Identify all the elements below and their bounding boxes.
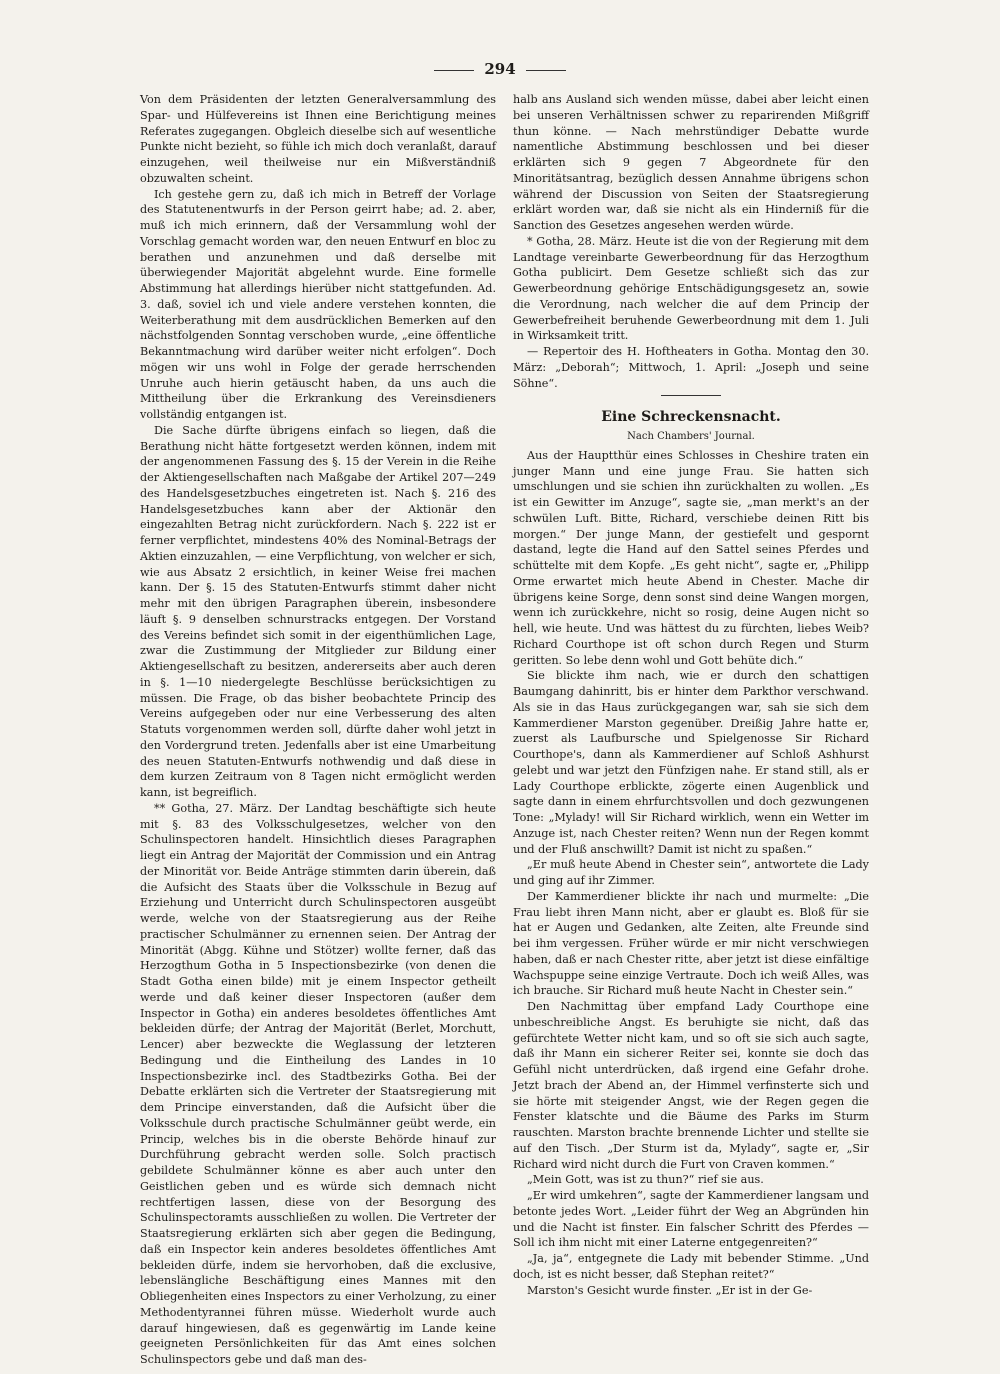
article-paragraph: Sie blickte ihm nach, wie er durch den schattigen Baumgang dahinritt, bis er hinter dem Parkthor verschwand. Als sie in das Haus zurückgegangen war, sah sie sich dem Kammerdiener Marston gegenüber. Dreißig Jahre hatte er, zuerst als Laufbursche und Spielgenosse Sir Richard Courthope's, dann als Kammerdiener auf Schloß Ashhurst gelebt und war jetzt den Fünfzigen nahe. Er stand still, als er Lady Courthope erblickte, zögerte einen Augenblick und sagte dann in einem ehrfurchtsvollen und doch gezwungenen Tone: „Mylady! will Sir Richard wirklich, wenn ein Wetter im Anzuge ist, nach Chester reiten? Wenn nun der Regen kommt und der Fluß anschwillt? Damit ist nicht zu spaßen.“ — [513, 669, 869, 856]
article-subtitle: Nach Chambers' Journal. — [627, 431, 755, 442]
article-paragraph: „Mein Gott, was ist zu thun?“ rief sie aus. — [527, 1173, 764, 1187]
left-column — [140, 92, 496, 1368]
paragraph-continuation: halb ans Ausland sich wenden müsse, dabei aber leicht einen bei unseren Verhältnissen schwer zu reparirenden Mißgriff thun könne. — Nach mehrstündiger Debatte wurde namentliche Abstimmung beschlossen und bei dieser erklärten sich 9 gegen 7 Abgeordnete für den Minoritätsantrag, bezüglich dessen Annahme übrigens schon während der Discussion von Seiten der Staatsregierung erklärt worden war, daß sie nicht als ein Hinderniß für die Sanction des Gesetzes angesehen werden würde. — [513, 93, 869, 232]
article-paragraph: Den Nachmittag über empfand Lady Courthope eine unbeschreibliche Angst. Es beruhigte sie nicht, daß das gefürchtete Wetter nicht kam, und so oft sie sich auch sagte, daß ihr Mann ein sicherer Reiter sei, konnte sie doch das Gefühl nicht unterdrücken, daß irgend eine Gefahr drohe. Jetzt brach der Abend an, der Himmel verfinsterte sich und sie hörte mit steigender Angst, wie der Regen gegen die Fenster klatschte und die Bäume des Parks im Sturm rauschten. Marston brachte brennende Lichter und stellte sie auf den Tisch. „Der Sturm ist da, Mylady“, sagte er, „Sir Richard wird nicht durch die Furt von Craven kommen.“ — [513, 1000, 869, 1171]
article-paragraph: Aus der Hauptthür eines Schlosses in Cheshire traten ein junger Mann und eine junge Frau. Sie hatten sich umschlungen und sie schien ihn zurückhalten zu wollen. „Es ist ein Gewitter im Anzuge“, sagte sie, „man merkt's an der schwülen Luft. Bitte, Richard, verschiebe deinen Ritt bis morgen.“ Der junge Mann, der gestiefelt und gespornt dastand, legte die Hand auf den Sattel seines Pferdes und schüttelte mit dem Kopfe. „Es geht nicht“, sagte er, „Philipp Orme erwartet mich heute Abend in Chester. Mache dir übrigens keine Sorge, denn sonst sind deine Wangen morgen, wenn ich zurückkehre, nicht so rosig, deine Augen nicht so hell, wie heute. Und was hättest du zu fürchten, liebes Weib? Richard Courthope ist oft schon durch Regen und Sturm geritten. So lebe denn wohl und Gott behüte dich.“ — [513, 448, 869, 667]
paragraph-gotha-landtag: ** Gotha, 27. März. Der Landtag beschäftigte sich heute mit §. 83 des Volksschulgesetzes, welcher von den Schulinspectoren handelt. Hinsichtlich dieses Paragraphen liegt ein Antrag der Majorität der Commission und ein Antrag der Minorität vor. Beide Anträge stimmten darin überein, daß die Aufsicht des Staats über die Volksschule in Bezug auf Erziehung und Unterricht durch Schulinspectoren ausgeübt werde, welche von der Staatsregierung aus der Reihe practischer Schulmänner zu ernennen seien. Der Antrag der Minorität (Abgg. Kühne und Stötzer) wollte ferner, daß das Herzogthum Gotha in 5 Inspectionsbezirke (von denen die Stadt Gotha einen bilde) mit je einem Inspector getheilt werde und daß keiner dieser Inspectoren (außer dem Inspector in Gotha) ein anderes besoldetes öffentliches Amt bekleiden dürfe; der Antrag der Majorität (Berlet, Morchutt, Lencer) aber bezweckte die Weglassung der letzteren Bedingung und die Eintheilung des Landes in 10 Inspectionsbezirke incl. des Stadtbezirks Gotha. Bei der Debatte erklärten sich die Vertreter der Staatsregierung mit dem Principe einverstanden, daß die Aufsicht über die Volksschule durch practische Schulmänner geübt werde, ein Princip, welches bis in die oberste Behörde hinauf zur Durchführung gebracht werden solle. Solch practisch gebildete Schulmänner könne es aber auch unter den Geistlichen geben und es würde sich demnach nicht rechtfertigen lassen, diese von der Besorgung des Schulinspectoramts ausschließen zu wollen. Die Vertreter der Staatsregierung erklärten sich aber gegen die Bedingung, daß ein Inspector kein anderes besoldetes öffentliches Amt bekleiden dürfe, indem sie hervorhoben, daß die exclusive, lebenslängliche Beschäftigung eines Mannes mit den Obliegenheiten eines Inspectors zu einer Verholzung, zu einer Methodentyrannei führen müsse. Wiederholt wurde auch darauf hingewiesen, daß es gegenwärtig im Lande keine geeigneten Persönlichkeiten für das Amt eines solchen Schulinspectors gebe und daß man des- — [140, 801, 496, 1366]
article-paragraph: „Er wird umkehren“, sagte der Kammerdiener langsam und betonte jedes Wort. „Leider führt der Weg an Abgründen hin und die Nacht ist finster. Ein falscher Schritt des Pferdes — Soll ich ihm nicht mit einer Laterne entgegenreiten?“ — [513, 1189, 869, 1250]
article-paragraph: Marston's Gesicht wurde finster. „Er ist in der Ge- — [527, 1283, 813, 1297]
paragraph-repertoire: — Repertoir des H. Hoftheaters in Gotha. Montag den 30. März: „Deborah“; Mittwoch, 1. April: „Joseph und seine Söhne“. — [513, 345, 869, 390]
paragraph-gewerbeordnung: * Gotha, 28. März. Heute ist die von der Regierung mit dem Landtage vereinbarte Gewerbeordnung für das Herzogthum Gotha publicirt. Dem Gesetze schließt sich das zur Gewerbeordnung gehörige Entschädigungsgesetz an, sowie die Verordnung, nach welcher die auf dem Princip der Gewerbefreiheit beruhende Gewerbeordnung mit dem 1. Juli in Wirksamkeit tritt. — [513, 234, 869, 343]
article-paragraph: „Er muß heute Abend in Chester sein“, antwortete die Lady und ging auf ihr Zimmer. — [513, 858, 869, 887]
page-number: 294 — [0, 60, 1000, 78]
article-paragraph: Der Kammerdiener blickte ihr nach und murmelte: „Die Frau liebt ihren Mann nicht, aber er glaubt es. Bloß für sie hat er Augen und Gedanken, alte Zeiten, alte Freunde sind bei ihm vergessen. Früher würde er mir nicht verschwiegen haben, daß er nach Chester ritte, aber jetzt ist diese einfältige Wachspuppe seine einzige Vertraute. Doch ich weiß Alles, was ich brauche. Sir Richard muß heute Nacht in Chester sein.“ — [513, 889, 869, 998]
paragraph-legal-analysis: Die Sache dürfte übrigens einfach so liegen, daß die Berathung nicht hätte fortgesetzt werden können, indem mit der angenommenen Fassung des §. 15 der Verein in die Reihe der Aktiengesellschaften nach Maßgabe der Artikel 207—249 des Handelsgesetzbuches eingetreten ist. Nach §. 216 des Handelsgesetzbuches kann aber der Aktionär den eingezahlten Betrag nicht zurückfordern. Nach §. 222 ist er ferner verpflichtet, mindestens 40% des Nominal-Betrags der Aktien einzuzahlen, — eine Verpflichtung, von welcher er sich, wie aus Absatz 2 ersichtlich, in keiner Weise frei machen kann. Der §. 15 des Statuten-Entwurfs stimmt daher nicht mehr mit den übrigen Paragraphen überein, insbesondere läuft §. 9 denselben schnurstracks entgegen. Der Vorstand des Vereins befindet sich somit in der eigenthümlichen Lage, zwar die Zustimmung der Mitglieder zur Bildung einer Aktiengesellschaft zu besitzen, andererseits aber auch deren in §. 1—10 niedergelegte Beschlüsse berücksichtigen zu müssen. Die Frage, ob das bisher beobachtete Princip des Vereins aufgegeben oder nur eine Verbesserung des alten Statuts vorgenommen werden soll, dürfte daher wohl jetzt in den Vordergrund treten. Jedenfalls aber ist eine Umarbeitung des neuen Statuten-Entwurfs nothwendig und daß diese in dem kurzen Zeitraum von 8 Tagen nicht ermöglicht werden kann, ist begreiflich. — [140, 423, 496, 799]
section-divider — [661, 395, 721, 396]
right-column — [513, 92, 869, 1298]
paragraph-statutes: Ich gestehe gern zu, daß ich mich in Betreff der Vorlage des Statutenentwurfs in der Person geirrt habe; ad. 2. aber, muß ich mich erinnern, daß der Versammlung wohl der Vorschlag gemacht worden war, den neuen Entwurf en bloc zu berathen und anzunehmen und daß derselbe mit überwiegender Majorität abgelehnt wurde. Eine formelle Abstimmung hat allerdings hierüber nicht stattgefunden. Ad. 3. daß, soviel ich und viele andere verstehen konnten, die Weiterberathung mit dem ausdrücklichen Bemerken auf den nächstfolgenden Sonntag verschoben wurde, „eine öffentliche Bekanntmachung wird darüber weiter nicht erfolgen“. Doch mögen wir uns wohl in Folge der gerade herrschenden Unruhe auch hierin getäuscht haben, da uns auch die Mittheilung über die Erkrankung des Vereinsdieners vollständig entgangen ist. — [140, 187, 497, 421]
paragraph-correction: Von dem Präsidenten der letzten Generalversammlung des Spar- und Hülfevereins ist Ihnen eine Berichtigung meines Referates zugegangen. Obgleich dieselbe sich auf wesentliche Punkte nicht bezieht, so fühle ich mich doch veranlaßt, darauf einzugehen, weil theilweise nur ein Mißverständniß obzuwalten scheint. — [140, 93, 496, 185]
article-paragraph: „Ja, ja“, entgegnete die Lady mit bebender Stimme. „Und doch, ist es nicht besser, daß Stephan reitet?“ — [513, 1252, 869, 1281]
article-title: Eine Schreckensnacht. — [601, 409, 781, 426]
